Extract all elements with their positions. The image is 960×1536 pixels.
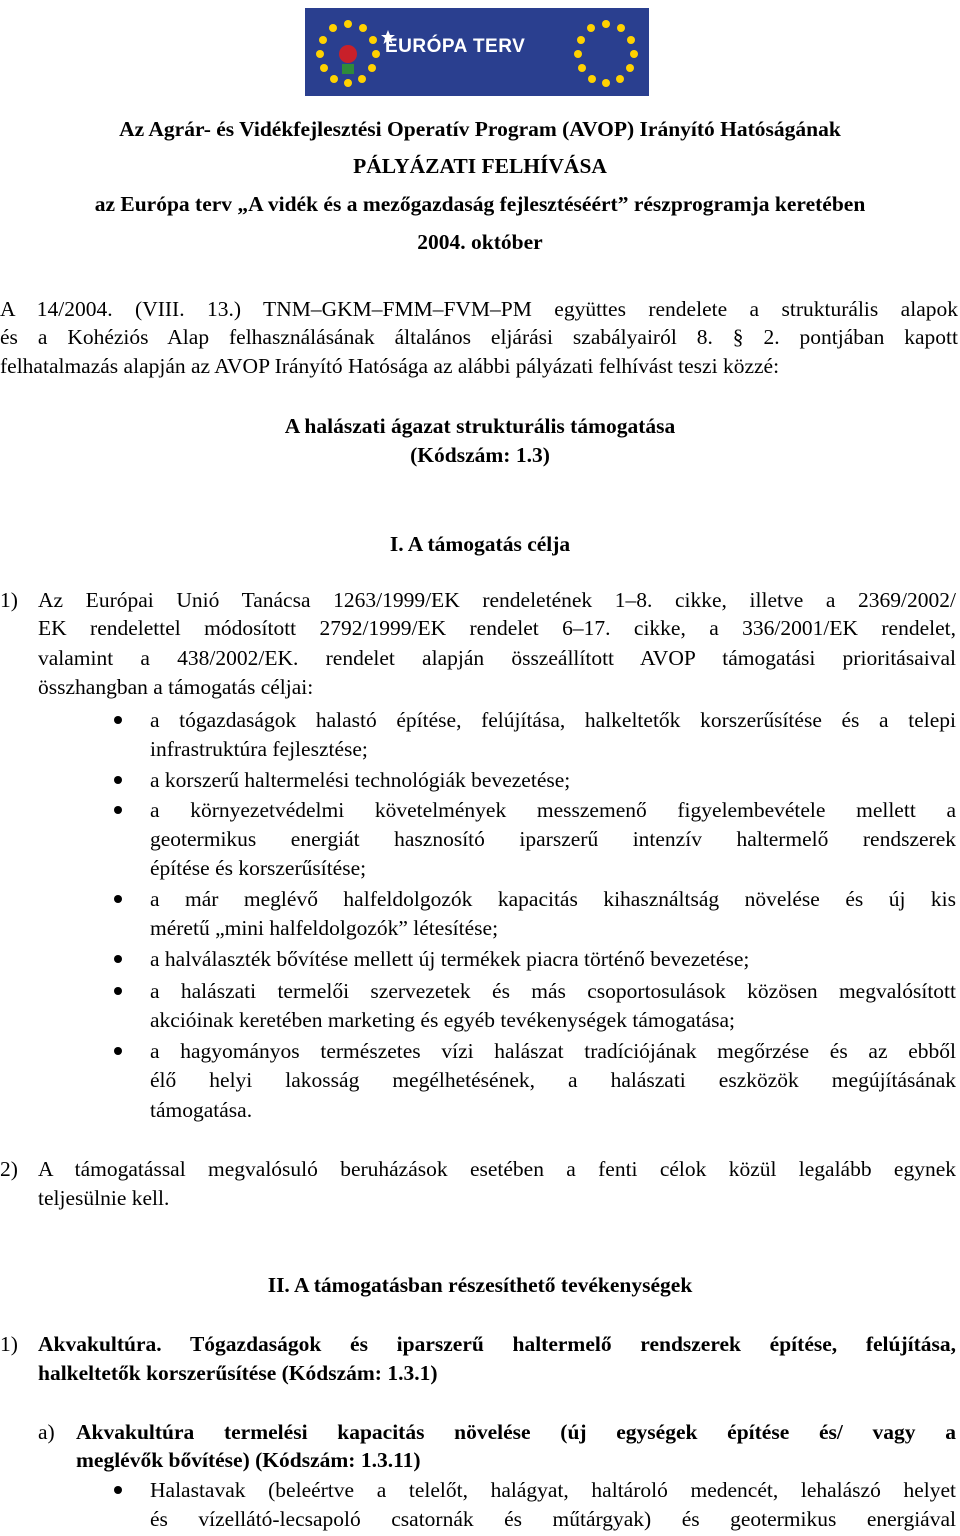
list-item: építése és korszerűsítése;	[150, 856, 367, 880]
section-1-p1-line: valamint a 438/2002/EK. rendelet alapján összeállított AVOP támogatási prioritásaival	[38, 646, 956, 670]
section-1-p1-line: összhangban a támogatás céljai:	[38, 675, 314, 699]
list-item: és vízellátó-lecsapoló csatornák és műtárgyak) és geotermikus energiával	[150, 1507, 956, 1531]
section-2-heading: II. A támogatásban részesíthető tevékenységek	[267, 1273, 693, 1297]
section-1-p1-line: EK rendelettel módosított 2792/1999/EK rendelet 6–17. cikke, a 336/2001/EK rendelet,	[38, 616, 956, 640]
list-item: a környezetvédelmi követelmények messzemenő figyelembevétele mellett a	[150, 798, 956, 822]
list-item: a már meglévő halfeldolgozók kapacitás kihasználtság növelése és új kis	[150, 887, 956, 911]
list-item: méretű „mini halfeldolgozók” létesítése;	[150, 916, 499, 940]
section-2-p1-line: halkeltetők korszerűsítése (Kódszám: 1.3.1)	[38, 1361, 438, 1385]
bullet-icon	[114, 716, 122, 724]
list-item: a halászati termelői szervezetek és más csoportosulások közösen megvalósított	[150, 979, 956, 1003]
header-line-2: PÁLYÁZATI FELHÍVÁSA	[353, 154, 607, 178]
logo-text: EURÓPA TERV	[385, 36, 526, 57]
intro-line-3: felhatalmazás alapján az AVOP Irányító Hatósága az alábbi pályázati felhívást teszi közzé:	[0, 354, 780, 378]
section-2-a-line: Akvakultúra termelési kapacitás növelése (új egységek építése és/ vagy a	[76, 1420, 956, 1444]
section-2-a-number: a)	[38, 1420, 55, 1444]
header-line-1: Az Agrár- és Vidékfejlesztési Operatív Program (AVOP) Irányító Hatóságának	[119, 117, 841, 141]
bullet-icon	[114, 955, 122, 963]
bullet-icon	[114, 806, 122, 814]
section-1-heading: I. A támogatás célja	[389, 532, 571, 556]
list-item: geotermikus energiát hasznosító iparszerű intenzív haltermelő rendszerek	[150, 827, 956, 851]
list-item: infrastruktúra fejlesztése;	[150, 737, 368, 761]
section-1-p1-number: 1)	[0, 588, 18, 612]
list-item: a hagyományos természetes vízi halászat tradíciójának megőrzése és az ebből	[150, 1039, 956, 1063]
section-1-p1-line: Az Európai Unió Tanácsa 1263/1999/EK rendeletének 1–8. cikke, illetve a 2369/2002/	[38, 588, 956, 612]
list-item: Halastavak (beleértve a telelőt, halágyat, haltároló medencét, lehalászó helyet	[150, 1478, 956, 1502]
list-item: élő helyi lakosság megélhetésének, a halászati eszközök megújításának	[150, 1068, 956, 1092]
bullet-icon	[114, 987, 122, 995]
section-1-p2-line: A támogatással megvalósuló beruházások esetében a fenti célok közül legalább egynek	[38, 1157, 956, 1181]
bullet-icon	[114, 1047, 122, 1055]
eu-flag-icon	[305, 8, 391, 96]
list-item: a korszerű haltermelési technológiák bevezetése;	[150, 768, 571, 792]
title-line-1: A halászati ágazat strukturális támogatása	[284, 414, 676, 438]
bullet-icon	[114, 776, 122, 784]
section-2-p1-number: 1)	[0, 1332, 18, 1356]
section-2-p1-line: Akvakultúra. Tógazdaságok és iparszerű haltermelő rendszerek építése, felújítása,	[38, 1332, 956, 1356]
intro-line-1: A 14/2004. (VIII. 13.) TNM–GKM–FMM–FVM–PM együttes rendelete a strukturális alapok	[0, 297, 958, 321]
header-line-4: 2004. október	[417, 230, 543, 254]
list-item: a halválaszték bővítése mellett új termékek piacra történő bevezetése;	[150, 947, 750, 971]
bullet-icon	[114, 895, 122, 903]
section-2-a-line: meglévők bővítése) (Kódszám: 1.3.11)	[76, 1448, 421, 1472]
list-item: akcióinak keretében marketing és egyéb tevékenységek támogatása;	[150, 1008, 736, 1032]
title-line-2: (Kódszám: 1.3)	[410, 443, 550, 467]
header-line-3: az Európa terv „A vidék és a mezőgazdaság fejlesztéséért” részprogramja keretében	[94, 192, 866, 216]
list-item: a tógazdaságok halastó építése, felújítása, halkeltetők korszerűsítése és a telepi	[150, 708, 956, 732]
bullet-icon	[114, 1486, 122, 1494]
list-item: támogatása.	[150, 1098, 253, 1122]
europa-terv-logo	[305, 8, 649, 96]
eu-flag-icon	[563, 8, 649, 96]
section-1-p2-line: teljesülnie kell.	[38, 1186, 170, 1210]
intro-line-2: és a Kohéziós Alap felhasználásának általános eljárási szabályairól 8. § 2. pontjában kapott	[0, 325, 958, 349]
section-1-p2-number: 2)	[0, 1157, 18, 1181]
